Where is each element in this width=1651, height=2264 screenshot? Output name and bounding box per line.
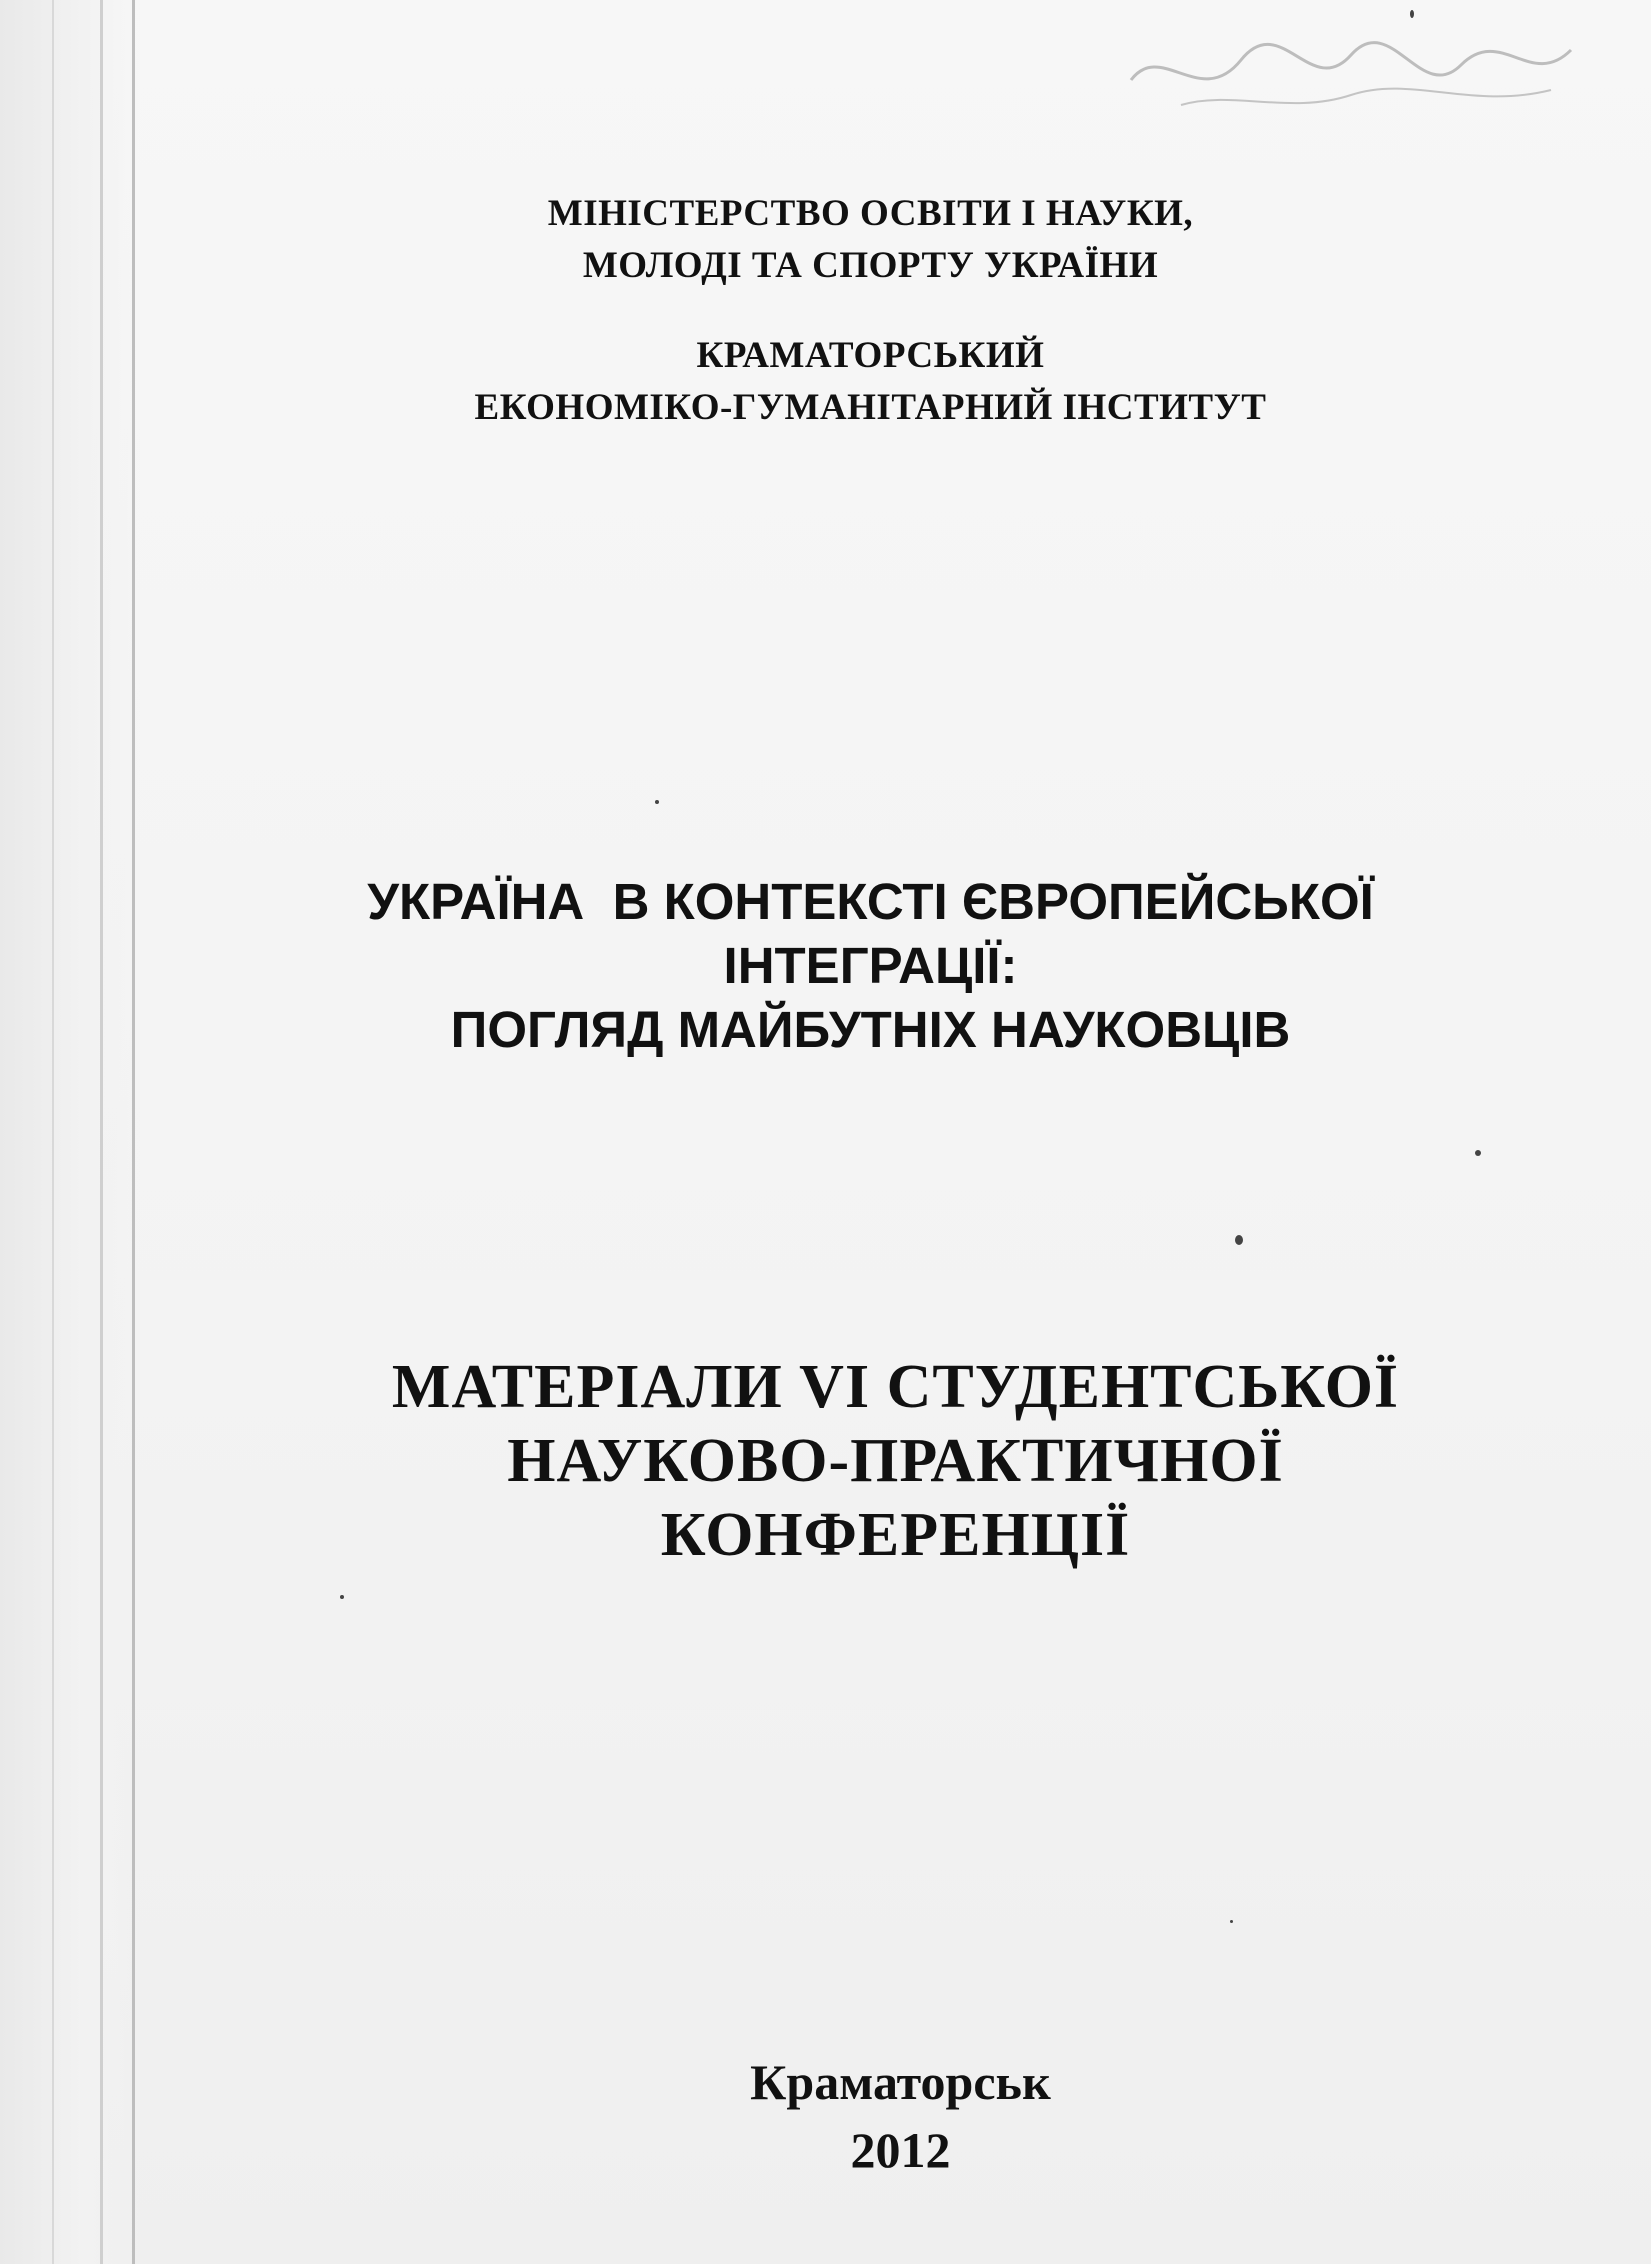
title-line-3: ПОГЛЯД МАЙБУТНІХ НАУКОВЦІВ [450,1001,1291,1058]
subtitle-line-2: НАУКОВО-ПРАКТИЧНОЇ [507,1427,1284,1495]
title-line-1: УКРАЇНА В КОНТЕКСТІ ЄВРОПЕЙСЬКОЇ [367,873,1374,930]
imprint-city: Краматорськ [750,2054,1051,2110]
title-line-2: ІНТЕГРАЦІЇ: [723,937,1018,994]
scan-speck [1230,1920,1233,1923]
scan-speck [1410,10,1414,18]
institute-line-2: ЕКОНОМІКО-ГУМАНІТАРНИЙ ІНСТИТУТ [474,387,1267,428]
imprint [0,2048,1651,2184]
imprint-year: 2012 [850,2122,951,2178]
scan-speck [340,1595,344,1599]
institute-line-1: КРАМАТОРСЬКИЙ [696,335,1045,376]
scan-speck [1475,1150,1481,1156]
ministry-line-2: МОЛОДІ ТА СПОРТУ УКРАЇНИ [582,245,1159,286]
subtitle-line-1: МАТЕРІАЛИ VI СТУДЕНТСЬКОЇ [391,1353,1400,1421]
book-title [0,870,1651,1062]
scan-speck [1235,1235,1243,1245]
subtitle-line-3: КОНФЕРЕНЦІЇ [660,1501,1131,1569]
handwritten-mark [1091,20,1611,130]
book-subtitle [0,1350,1651,1572]
ministry-line-1: МІНІСТЕРСТВО ОСВІТИ І НАУКИ, [547,193,1194,234]
scan-speck [655,800,659,804]
institute-heading [0,330,1651,434]
ministry-heading [0,188,1651,292]
